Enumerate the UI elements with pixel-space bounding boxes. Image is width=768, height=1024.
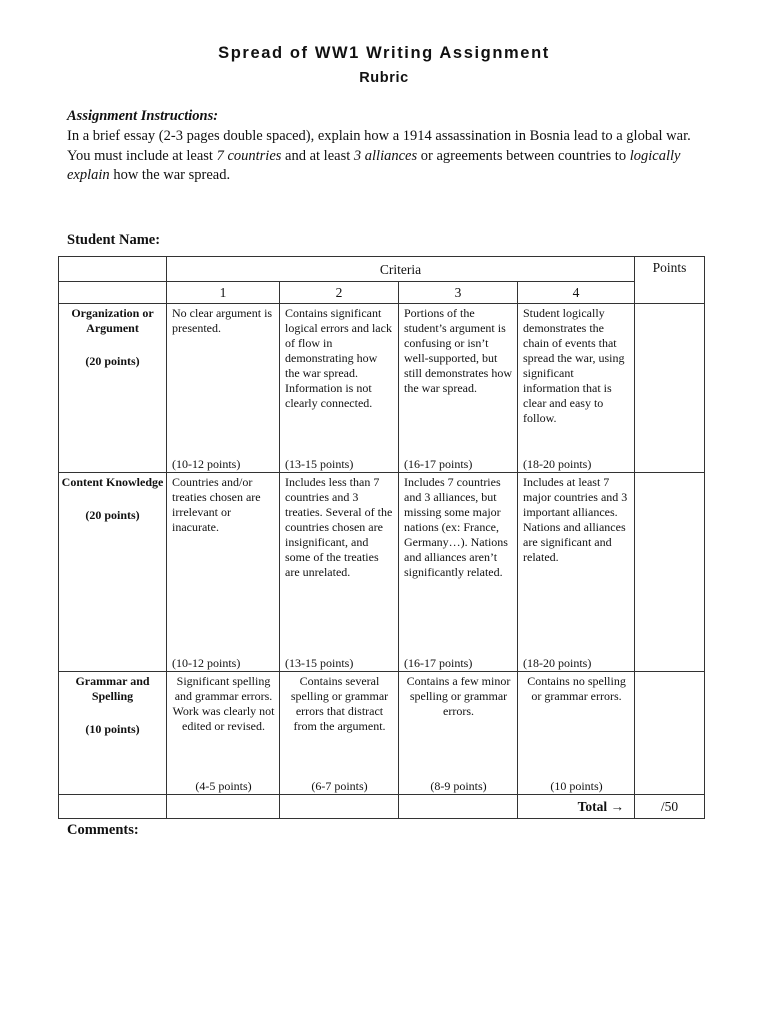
cell-points: (16-17 points) — [404, 457, 473, 471]
cell-description: Portions of the student’s argument is confusing or isn’t well-supported, but still demonstrates how the war spread. — [404, 306, 512, 395]
points-header: Points — [635, 257, 705, 304]
cell-points: (13-15 points) — [285, 656, 354, 670]
document-subtitle: Rubric — [359, 70, 409, 86]
empty-header-cell — [59, 257, 167, 282]
rubric-row — [59, 672, 705, 795]
empty-cell — [280, 795, 399, 819]
rubric-cell — [399, 304, 518, 473]
cell-points: (8-9 points) — [430, 779, 487, 793]
rubric-row — [59, 473, 705, 672]
cell-points: (18-20 points) — [523, 656, 592, 670]
rubric-cell — [280, 304, 399, 473]
level-header: 4 — [518, 282, 635, 304]
level-header: 2 — [280, 282, 399, 304]
cell-points: (10 points) — [550, 779, 603, 793]
criterion-points: (20 points) — [85, 508, 140, 522]
criterion-name: Organization or Argument — [71, 306, 154, 335]
instructions-text: In a brief essay (2-3 pages double spaced), explain how a 1914 assassination in Bosnia lead to a global war. You must include at least 7 countries and at least 3 alliances or agreements between countries to logically explain how the war spread. — [67, 128, 691, 183]
cell-description: Contains significant logical errors and lack of flow in demonstrating how the war spread. Information is not clearly connected. — [285, 306, 392, 410]
score-cell[interactable] — [635, 304, 705, 473]
cell-points: (13-15 points) — [285, 457, 354, 471]
rubric-cell — [399, 473, 518, 672]
cell-description: Countries and/or treaties chosen are irrelevant or inacurate. — [172, 475, 261, 534]
empty-header-cell — [59, 282, 167, 304]
empty-cell — [399, 795, 518, 819]
cell-points: (6-7 points) — [311, 779, 368, 793]
rubric-row — [59, 304, 705, 473]
criterion-points: (10 points) — [85, 722, 140, 736]
rubric-cell — [280, 473, 399, 672]
cell-points: (4-5 points) — [195, 779, 252, 793]
level-header: 1 — [167, 282, 280, 304]
rubric-cell — [280, 672, 399, 795]
criterion-cell — [59, 473, 167, 672]
rubric-cell — [167, 672, 280, 795]
cell-description: Contains a few minor spelling or grammar errors. — [406, 674, 511, 718]
cell-points: (10-12 points) — [172, 656, 241, 670]
total-score[interactable]: /50 — [635, 795, 705, 819]
criterion-name: Grammar and Spelling — [75, 674, 150, 703]
document-title: Spread of WW1 Writing Assignment — [218, 44, 550, 62]
empty-cell — [167, 795, 280, 819]
score-cell[interactable] — [635, 473, 705, 672]
rubric-cell — [518, 473, 635, 672]
cell-points: (16-17 points) — [404, 656, 473, 670]
total-label: Total → — [518, 795, 635, 819]
cell-description: Contains no spelling or grammar errors. — [527, 674, 626, 703]
cell-description: Significant spelling and grammar errors. Work was clearly not edited or revised. — [172, 674, 275, 733]
rubric-cell — [167, 304, 280, 473]
rubric-cell — [518, 672, 635, 795]
student-name-label: Student Name: — [67, 232, 161, 248]
score-cell[interactable] — [635, 672, 705, 795]
level-header: 3 — [399, 282, 518, 304]
cell-description: Student logically demonstrates the chain of events that spread the war, using significant information that is clear and easy to follow. — [523, 306, 625, 425]
cell-points: (18-20 points) — [523, 457, 592, 471]
cell-description: Contains several spelling or grammar errors that distract from the argument. — [290, 674, 389, 733]
rubric-cell — [518, 304, 635, 473]
empty-cell — [59, 795, 167, 819]
criteria-header: Criteria — [167, 257, 635, 282]
criterion-cell — [59, 672, 167, 795]
instructions-heading: Assignment Instructions: — [67, 108, 219, 124]
criterion-cell — [59, 304, 167, 473]
rubric-cell — [399, 672, 518, 795]
cell-description: No clear argument is presented. — [172, 306, 273, 335]
rubric-table — [58, 256, 705, 819]
cell-points: (10-12 points) — [172, 457, 241, 471]
cell-description: Includes less than 7 countries and 3 treaties. Several of the countries chosen are insignificant, and some of the treaties are unrelated. — [285, 475, 393, 579]
cell-description: Includes at least 7 major countries and 3 important alliances. Nations and alliances are significant and related. — [523, 475, 628, 564]
comments-label: Comments: — [67, 822, 139, 838]
criterion-name: Content Knowledge — [61, 475, 164, 489]
rubric-cell — [167, 473, 280, 672]
criterion-points: (20 points) — [85, 354, 140, 368]
cell-description: Includes 7 countries and 3 alliances, but missing some major nations (ex: France, Germany…). Nations and alliances aren’t significantly related. — [404, 475, 508, 579]
